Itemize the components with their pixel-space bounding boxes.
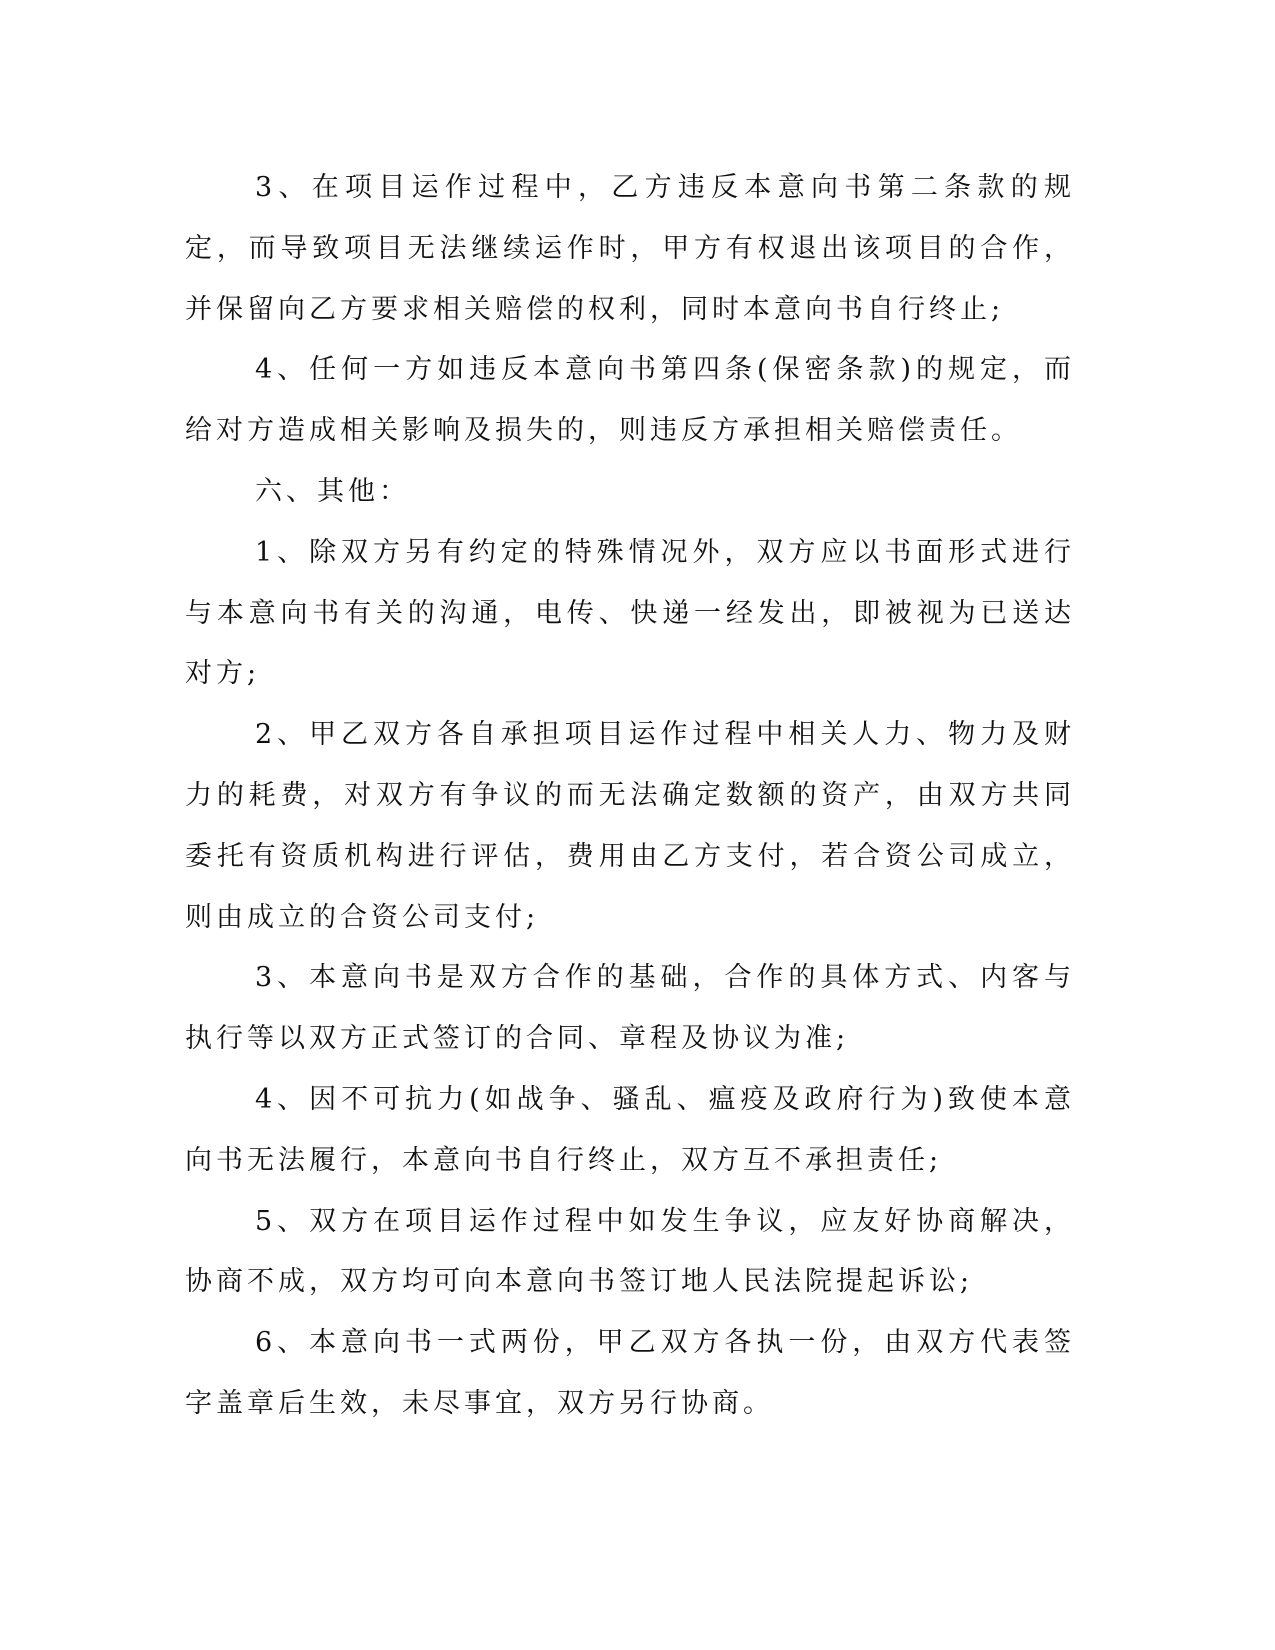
clause-6-1-paragraph: 1、除双方另有约定的特殊情况外，双方应以书面形式进行与本意向书有关的沟通，电传、快递一经发出，即被视为已送达对方;	[185, 536, 1075, 690]
section-6-heading: 六、其他：	[255, 475, 410, 507]
clause-6-4-paragraph: 4、因不可抗力(如战争、骚乱、瘟疫及政府行为)致使本意向书无法履行，本意向书自行终止，双方互不承担责任;	[185, 1083, 1075, 1176]
clause-5-3-paragraph: 3、在项目运作过程中，乙方违反本意向书第二条款的规定，而导致项目无法继续运作时，甲方有权退出该项目的合作，并保留向乙方要求相关赔偿的权利，同时本意向书自行终止;	[185, 172, 1075, 325]
clause-6-3-paragraph: 3、本意向书是双方合作的基础，合作的具体方式、内客与执行等以双方正式签订的合同、章程及协议为准;	[185, 962, 1075, 1055]
clause-6-2-paragraph: 2、甲乙双方各自承担项目运作过程中相关人力、物力及财力的耗费，对双方有争议的而无法确定数额的资产，由双方共同委托有资质机构进行评估，费用由乙方支付，若合资公司成立，则由成立的合资公司支付;	[185, 719, 1075, 933]
clause-6-6-paragraph: 6、本意向书一式两份，甲乙双方各执一份，由双方代表签字盖章后生效，未尽事宜，双方另行协商。	[185, 1327, 1075, 1419]
clause-5-4-paragraph: 4、任何一方如违反本意向书第四条(保密条款)的规定，而给对方造成相关影响及损失的，则违反方承担相关赔偿责任。	[185, 354, 1075, 447]
clause-6-5-paragraph: 5、双方在项目运作过程中如发生争议，应友好协商解决，协商不成，双方均可向本意向书签订地人民法院提起诉讼;	[185, 1205, 1075, 1298]
document-body	[185, 158, 1075, 1435]
